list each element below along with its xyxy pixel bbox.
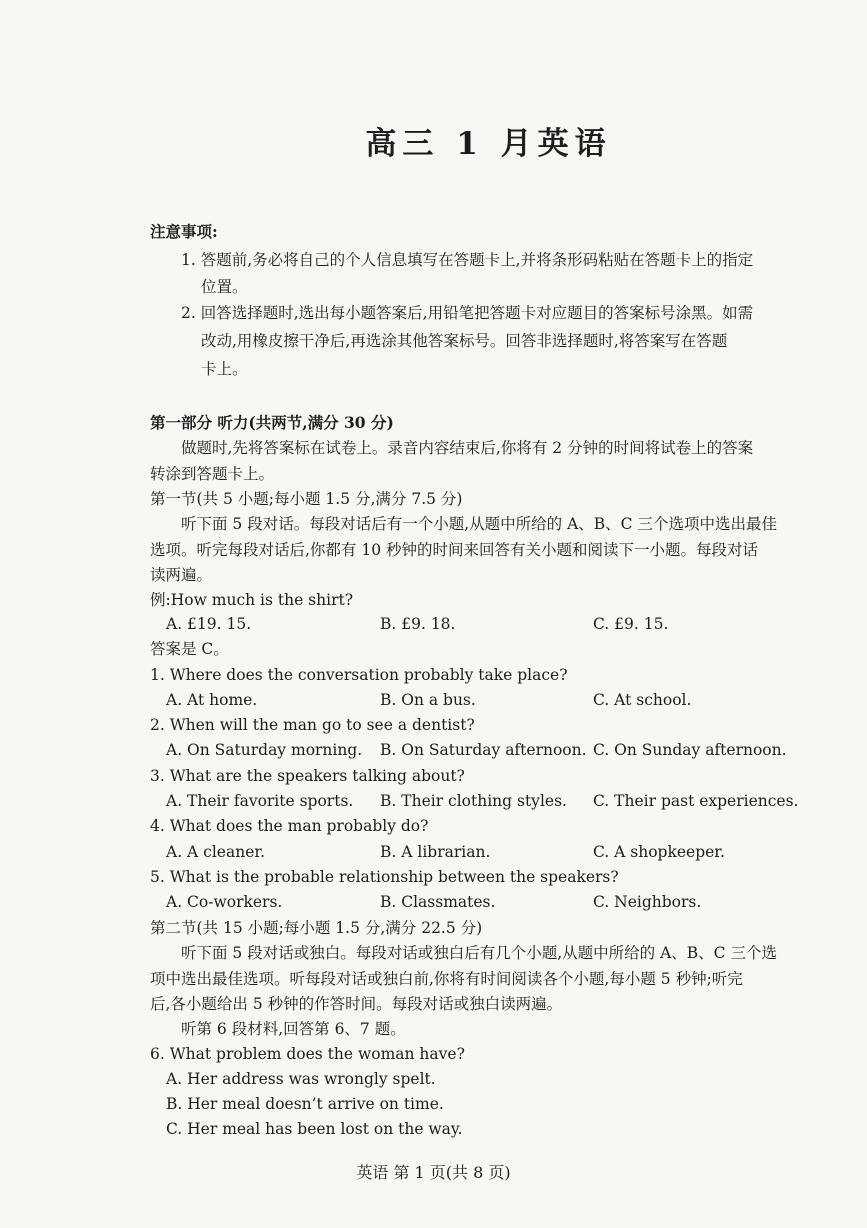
question-3-option-a: A. Their favorite sports. (166, 792, 354, 810)
question-6-option-a: A. Her address was wrongly spelt. (166, 1070, 436, 1088)
page-footer: 英语 第 1 页(共 8 页) (356, 1163, 511, 1182)
question-5-option-b: B. Classmates. (380, 893, 496, 911)
question-1: 1. Where does the conversation probably take place? (150, 666, 568, 684)
question-5: 5. What is the probable relationship between the speakers? (150, 868, 619, 886)
example-question: 例:How much is the shirt? (150, 591, 354, 609)
section2-intro-line-2: 项中选出最佳选项。听每段对话或独白前,你将有时间阅读各个小题,每小题 5 秒钟;听完 (150, 970, 743, 988)
example-option-c: C. £9. 15. (593, 615, 669, 633)
notice-item-2-line-1: 2. 回答选择题时,选出每小题答案后,用铅笔把答题卡对应题目的答案标号涂黑。如需 (181, 304, 754, 322)
question-5-option-a: A. Co-workers. (166, 893, 283, 911)
example-option-a: A. £19. 15. (166, 615, 252, 633)
notice-item-1-line-1: 1. 答题前,务必将自己的个人信息填写在答题卡上,并将条形码粘贴在答题卡上的指定 (181, 251, 754, 269)
question-4-option-a: A. A cleaner. (166, 843, 266, 861)
question-2-option-b: B. On Saturday afternoon. (380, 741, 587, 759)
question-2: 2. When will the man go to see a dentist? (150, 716, 475, 734)
question-1-option-a: A. At home. (166, 691, 258, 709)
question-3-option-b: B. Their clothing styles. (380, 792, 567, 810)
notice-item-1-line-2: 位置。 (201, 278, 248, 296)
section1-intro-line-1: 听下面 5 段对话。每段对话后有一个小题,从题中所给的 A、B、C 三个选项中选出最佳 (181, 515, 777, 533)
question-3: 3. What are the speakers talking about? (150, 767, 465, 785)
section1-intro-line-3: 读两遍。 (150, 566, 213, 584)
example-answer: 答案是 C。 (150, 640, 229, 658)
notice-item-2-line-2: 改动,用橡皮擦干净后,再选涂其他答案标号。回答非选择题时,将答案写在答题 (201, 332, 728, 350)
question-5-option-c: C. Neighbors. (593, 893, 702, 911)
section1-heading: 第一节(共 5 小题;每小题 1.5 分,满分 7.5 分) (150, 490, 463, 508)
section2-heading: 第二节(共 15 小题;每小题 1.5 分,满分 22.5 分) (150, 919, 483, 937)
page-title: 高三 1 月英语 (365, 126, 612, 162)
question-6: 6. What problem does the woman have? (150, 1045, 465, 1063)
part1-intro-line-1: 做题时,先将答案标在试卷上。录音内容结束后,你将有 2 分钟的时间将试卷上的答案 (181, 439, 754, 457)
section1-intro-line-2: 选项。听完每段对话后,你都有 10 秒钟的时间来回答有关小题和阅读下一小题。每段对话 (150, 541, 759, 559)
question-1-option-b: B. On a bus. (380, 691, 476, 709)
section2-intro-line-3: 后,各小题给出 5 秒钟的作答时间。每段对话或独白读两遍。 (150, 995, 563, 1013)
section2-intro-line-1: 听下面 5 段对话或独白。每段对话或独白后有几个小题,从题中所给的 A、B、C 三个选 (181, 944, 777, 962)
example-option-b: B. £9. 18. (380, 615, 456, 633)
notice-item-2-line-3: 卡上。 (201, 360, 248, 378)
question-2-option-c: C. On Sunday afternoon. (593, 741, 787, 759)
notice-heading: 注意事项: (150, 222, 218, 241)
question-6-option-c: C. Her meal has been lost on the way. (166, 1120, 463, 1138)
question-4-option-b: B. A librarian. (380, 843, 491, 861)
question-2-option-a: A. On Saturday morning. (166, 741, 363, 759)
question-3-option-c: C. Their past experiences. (593, 792, 799, 810)
question-4: 4. What does the man probably do? (150, 817, 429, 835)
question-4-option-c: C. A shopkeeper. (593, 843, 725, 861)
part1-intro-line-2: 转涂到答题卡上。 (150, 465, 275, 483)
question-6-option-b: B. Her meal doesn’t arrive on time. (166, 1095, 444, 1113)
question-1-option-c: C. At school. (593, 691, 692, 709)
material-6-instruction: 听第 6 段材料,回答第 6、7 题。 (181, 1020, 406, 1038)
part1-heading: 第一部分 听力(共两节,满分 30 分) (150, 413, 394, 432)
